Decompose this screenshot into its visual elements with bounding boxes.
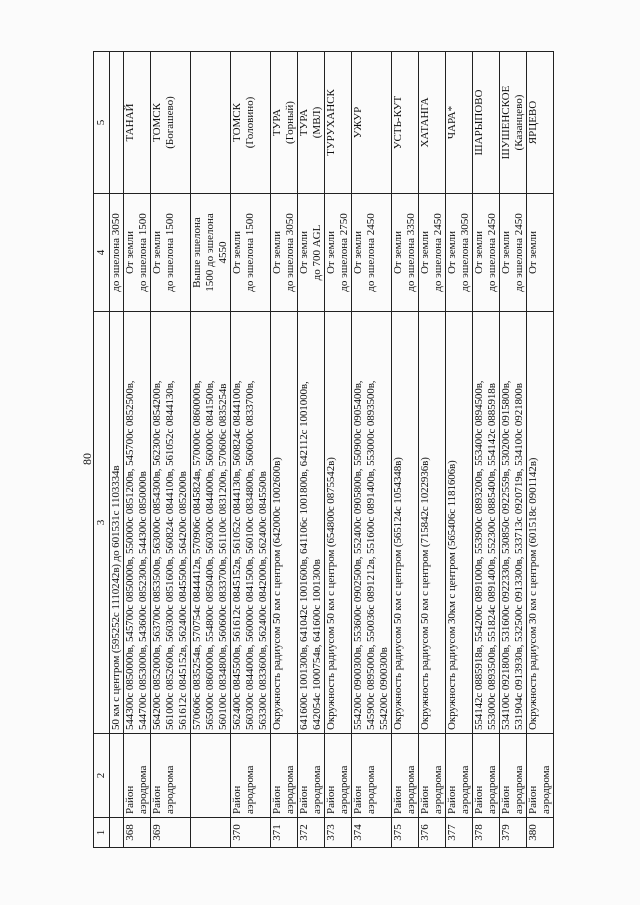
cell-line: Окружность радиусом 50 км с центром (715842с 1022936в) bbox=[419, 457, 431, 730]
coordinates-cell bbox=[325, 312, 352, 734]
table-row bbox=[231, 52, 271, 848]
cell-line: ТОМСК bbox=[151, 103, 163, 142]
aerodrome-name-cell bbox=[446, 52, 473, 194]
cell-line: От земли bbox=[352, 230, 364, 275]
cell-line: ХАТАНГА bbox=[419, 97, 431, 148]
cell-line: От земли bbox=[500, 230, 512, 275]
cell-line: 554142с 0885918в, 554200с 0891000в, 553900с 0893200в, 553400с 0894500в, bbox=[473, 380, 485, 730]
row-number bbox=[110, 818, 124, 848]
cell-line: до эшелона 1500 bbox=[164, 213, 176, 292]
aerodrome-name-cell bbox=[352, 52, 392, 194]
cell-line: ТУРУХАНСК bbox=[325, 89, 337, 156]
table-row bbox=[446, 52, 473, 848]
cell-line: до эшелона 2450 bbox=[432, 213, 444, 292]
altitude-limits-cell bbox=[151, 194, 191, 312]
cell-line: Окружность радиусом 50 км с центром (565124с 1054348в) bbox=[392, 457, 404, 730]
cell-line: ЧАРА* bbox=[446, 105, 458, 140]
zone-type: Район аэродрома bbox=[419, 734, 446, 818]
altitude-limits-cell bbox=[231, 194, 271, 312]
page-number: 80 bbox=[80, 453, 94, 465]
table-row bbox=[298, 52, 325, 848]
cell-line: 565000с 0860000в, 554800с 0850400в, 560300с 0844000в, 560000с 0841500в, bbox=[204, 380, 216, 730]
zone-type bbox=[110, 734, 124, 818]
cell-line: ЯРЦЕВО bbox=[527, 100, 539, 145]
cell-line: 570606с 0835254в, 570754с 0844412в, 570906с 0845824в, 570000с 0860000в, bbox=[191, 380, 203, 730]
cell-line: 554200с 0900300в bbox=[378, 647, 390, 730]
aerodrome-name-cell bbox=[298, 52, 325, 194]
cell-line: ТУРА bbox=[271, 108, 283, 137]
row-number: 372 bbox=[298, 818, 325, 848]
row-number: 376 bbox=[419, 818, 446, 848]
cell-line: Выше эшелона bbox=[191, 217, 203, 288]
table-row bbox=[191, 52, 231, 848]
cell-line: 563300с 0833600в, 562400с 0842000в, 562400с 0845500в bbox=[257, 471, 269, 730]
cell-line: Окружность радиусом 50 км с центром (654800с 0875542в) bbox=[325, 457, 337, 730]
coordinates-cell bbox=[527, 312, 554, 734]
column-header: 5 bbox=[94, 52, 110, 194]
cell-line: 1500 до эшелона bbox=[204, 213, 216, 292]
altitude-limits-cell bbox=[191, 194, 231, 312]
cell-line: 642054с 1000754в, 641600с 1001300в bbox=[311, 559, 323, 730]
cell-line: От земли bbox=[124, 230, 136, 275]
cell-line: От земли bbox=[446, 230, 458, 275]
cell-line: до эшелона 1500 bbox=[244, 213, 256, 292]
coordinates-cell bbox=[191, 312, 231, 734]
coordinates-cell bbox=[446, 312, 473, 734]
altitude-limits-cell bbox=[419, 194, 446, 312]
altitude-limits-cell bbox=[352, 194, 392, 312]
row-number: 378 bbox=[473, 818, 500, 848]
cell-line: От земли bbox=[298, 230, 310, 275]
coordinates-cell bbox=[352, 312, 392, 734]
zone-type: Район аэродрома bbox=[527, 734, 554, 818]
coordinates-cell bbox=[298, 312, 325, 734]
cell-line: 564200с 0852000в, 563700с 0853500в, 563000с 0854300в, 562300с 0854200в, bbox=[151, 380, 163, 730]
cell-line: до эшелона 2450 bbox=[513, 213, 525, 292]
zone-type: Район аэродрома bbox=[473, 734, 500, 818]
zone-type: Район аэродрома bbox=[298, 734, 325, 818]
altitude-limits-cell bbox=[446, 194, 473, 312]
coordinates-cell bbox=[473, 312, 500, 734]
coordinates-cell bbox=[110, 312, 124, 734]
table-row bbox=[110, 52, 124, 848]
row-number bbox=[191, 818, 231, 848]
row-number: 377 bbox=[446, 818, 473, 848]
table-row bbox=[124, 52, 151, 848]
cell-line: до эшелона 3050 bbox=[284, 213, 296, 292]
cell-line: ТУРА bbox=[298, 108, 310, 137]
row-number: 374 bbox=[352, 818, 392, 848]
table-row bbox=[151, 52, 191, 848]
altitude-limits-cell bbox=[110, 194, 124, 312]
coordinates-cell bbox=[231, 312, 271, 734]
coordinates-cell bbox=[271, 312, 298, 734]
cell-line: От земли bbox=[151, 230, 163, 275]
cell-line: (Головино) bbox=[244, 96, 256, 149]
table-row bbox=[473, 52, 500, 848]
cell-line: Окружность радиусом 50 км с центром (642000с 1002600в) bbox=[271, 457, 283, 730]
cell-line: ШАРЫПОВО bbox=[473, 89, 485, 156]
table-row bbox=[352, 52, 392, 848]
cell-line: 560100с 0834800в, 560600с 0833700в, 561100с 0831200в, 570606с 0835254в bbox=[217, 383, 229, 730]
row-number: 371 bbox=[271, 818, 298, 848]
cell-line: 562400с 0845500в, 561612с 0845152в, 561052с 0844130в, 560824с 0844100в, bbox=[231, 380, 243, 730]
column-header: 1 bbox=[94, 818, 110, 848]
cell-line: ТОМСК bbox=[231, 103, 243, 142]
cell-line: 553000с 0893500в, 551824с 0891400в, 552300с 0885400в, 554142с 0885918в bbox=[486, 383, 498, 730]
aerodrome-name-cell bbox=[500, 52, 527, 194]
cell-line: От земли bbox=[473, 230, 485, 275]
row-number: 380 bbox=[527, 818, 554, 848]
aerodrome-name-cell bbox=[419, 52, 446, 194]
cell-line: (Казанцево) bbox=[513, 94, 525, 151]
airspace-table bbox=[93, 51, 554, 848]
coordinates-cell bbox=[151, 312, 191, 734]
aerodrome-name-cell bbox=[473, 52, 500, 194]
cell-line: УЖУР bbox=[352, 106, 364, 139]
cell-line: до эшелона 2750 bbox=[338, 213, 350, 292]
altitude-limits-cell bbox=[298, 194, 325, 312]
cell-line: Окружность радиусом 30км с центром (565406с 1181606в) bbox=[446, 460, 458, 730]
cell-line: 554200с 0900300в, 553600с 0902500в, 552400с 0905800в, 550900с 0905400в, bbox=[352, 380, 364, 730]
cell-line: (Горный) bbox=[284, 101, 296, 144]
zone-type: Район аэродрома bbox=[124, 734, 151, 818]
cell-line: 545900с 0895000в, 550036с 0891212в, 551600с 0891400в, 553000с 0893500в, bbox=[365, 380, 377, 730]
aerodrome-name-cell bbox=[191, 52, 231, 194]
table-row bbox=[271, 52, 298, 848]
cell-line: ТАНАЙ bbox=[124, 103, 136, 142]
aerodrome-name-cell bbox=[151, 52, 191, 194]
cell-line: 544300с 0850000в, 545700с 0850000в, 550000с 0851200в, 545700с 0852500в, bbox=[124, 380, 136, 730]
cell-line: 561000с 0852600в, 560300с 0851600в, 560824с 0844100в, 561052с 0844130в, bbox=[164, 380, 176, 730]
cell-line: до эшелона 1500 bbox=[137, 213, 149, 292]
altitude-limits-cell bbox=[527, 194, 554, 312]
aerodrome-name-cell bbox=[231, 52, 271, 194]
cell-line: 4550 bbox=[217, 241, 229, 264]
zone-type: Район аэродрома bbox=[500, 734, 527, 818]
row-number: 370 bbox=[231, 818, 271, 848]
zone-type: Район аэродрома bbox=[392, 734, 419, 818]
coordinates-cell bbox=[419, 312, 446, 734]
table-row bbox=[392, 52, 419, 848]
column-header: 2 bbox=[94, 734, 110, 818]
zone-type bbox=[191, 734, 231, 818]
altitude-limits-cell bbox=[271, 194, 298, 312]
aerodrome-name-cell bbox=[124, 52, 151, 194]
aerodrome-name-cell bbox=[527, 52, 554, 194]
zone-type: Район аэродрома bbox=[271, 734, 298, 818]
coordinates-cell bbox=[500, 312, 527, 734]
zone-type: Район аэродрома bbox=[325, 734, 352, 818]
row-number: 368 bbox=[124, 818, 151, 848]
cell-line: до эшелона 2450 bbox=[365, 213, 377, 292]
zone-type: Район аэродрома bbox=[352, 734, 392, 818]
altitude-limits-cell bbox=[124, 194, 151, 312]
cell-line: От земли bbox=[271, 230, 283, 275]
coordinates-cell bbox=[392, 312, 419, 734]
aerodrome-name-cell bbox=[271, 52, 298, 194]
table-row bbox=[325, 52, 352, 848]
altitude-limits-cell bbox=[473, 194, 500, 312]
cell-line: 531904с 0913930в, 532500с 0913300в, 533713с 0920719в, 534100с 0921800в bbox=[513, 383, 525, 730]
table-row bbox=[419, 52, 446, 848]
cell-line: (МВЛ) bbox=[311, 106, 323, 139]
column-header: 3 bbox=[94, 312, 110, 734]
cell-line: до эшелона 3350 bbox=[405, 213, 417, 292]
zone-type: Район аэродрома bbox=[231, 734, 271, 818]
row-number: 373 bbox=[325, 818, 352, 848]
zone-type: Район аэродрома bbox=[151, 734, 191, 818]
altitude-limits-cell bbox=[325, 194, 352, 312]
cell-line: 534100с 0921800в, 531600с 0922330в, 530850с 0922559в, 530200с 0915800в, bbox=[500, 380, 512, 730]
aerodrome-name-cell bbox=[325, 52, 352, 194]
row-number: 379 bbox=[500, 818, 527, 848]
row-number: 369 bbox=[151, 818, 191, 848]
cell-line: (Богашево) bbox=[164, 96, 176, 149]
cell-line: От земли bbox=[231, 230, 243, 275]
column-header: 4 bbox=[94, 194, 110, 312]
row-number: 375 bbox=[392, 818, 419, 848]
cell-line: УСТЬ-КУТ bbox=[392, 95, 404, 150]
table-row bbox=[500, 52, 527, 848]
zone-type: Район аэродрома bbox=[446, 734, 473, 818]
cell-line: до эшелона 2450 bbox=[486, 213, 498, 292]
cell-line: 560300с 0844000в, 560000с 0841500в, 560100с 0834800в, 560600с 0833700в, bbox=[244, 380, 256, 730]
aerodrome-name-cell bbox=[110, 52, 124, 194]
cell-line: 641600с 1001300в, 641042с 1001600в, 641106с 1001800в, 642112с 1001000в, bbox=[298, 381, 310, 730]
coordinates-cell bbox=[124, 312, 151, 734]
cell-line: От земли bbox=[325, 230, 337, 275]
cell-line: ШУШЕНСКОЕ bbox=[500, 85, 512, 160]
cell-line: до 700 AGL bbox=[311, 224, 323, 281]
cell-line: 561612с 0845152в, 562400с 0845500в, 564200с 0852000в bbox=[177, 471, 189, 730]
cell-line: От земли bbox=[392, 230, 404, 275]
cell-line: 50 км с центром (595252с 1110242в) до 601531с 1103334в bbox=[110, 465, 122, 730]
table-row bbox=[527, 52, 554, 848]
altitude-limits-cell bbox=[392, 194, 419, 312]
cell-line: От земли bbox=[419, 230, 431, 275]
cell-line: до эшелона 3050 bbox=[459, 213, 471, 292]
cell-line: до эшелона 3050 bbox=[110, 213, 122, 292]
aerodrome-name-cell bbox=[392, 52, 419, 194]
header-row bbox=[94, 52, 110, 848]
altitude-limits-cell bbox=[500, 194, 527, 312]
cell-line: От земли bbox=[527, 230, 539, 275]
cell-line: Окружность радиусом 30 км с центром (601518с 0901142в) bbox=[527, 457, 539, 730]
cell-line: 544700с 0853000в, 543600с 0852300в, 544300с 0850000в bbox=[137, 471, 149, 730]
